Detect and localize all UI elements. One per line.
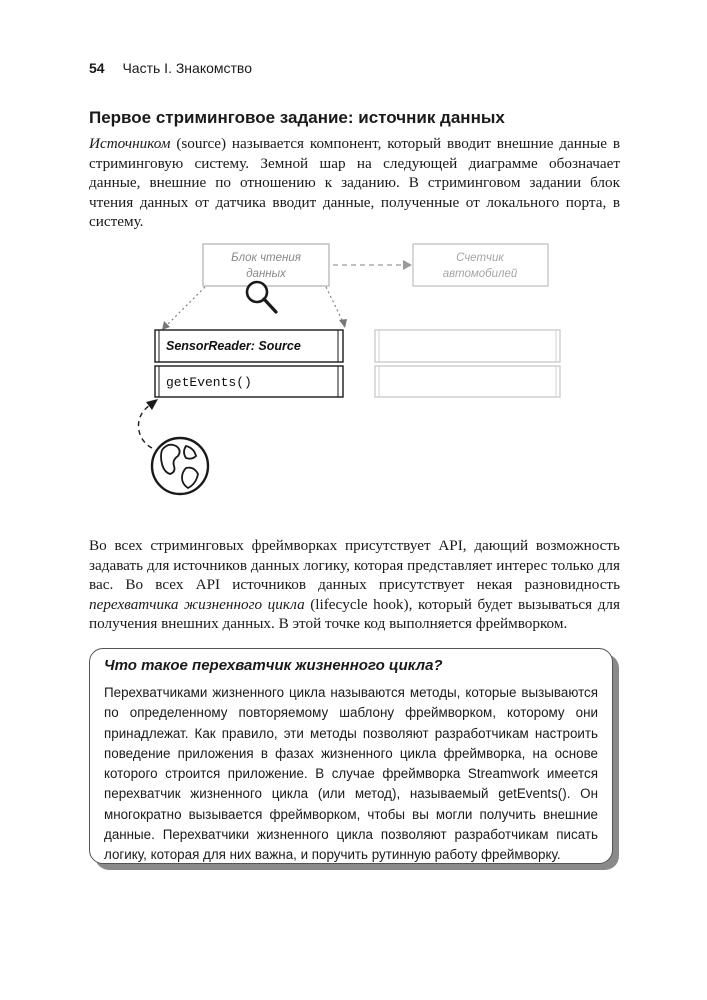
sidebar-title: Что такое перехватчик жизненного цикла? bbox=[104, 657, 443, 674]
method-name: getEvents() bbox=[166, 375, 252, 390]
sidebar-body: Перехватчиками жизненного цикла называются методы, которые вызываются по определенному повторяемому шаблону фреймворком, которому они принадлежат. Как правило, эти методы позволяют разработчикам настроить поведение приложения в фазах жизненного цикла фреймворка, на основе которого строится приложение. В случае фреймворка Streamwork имеется перехватчик жизненного цикла (или метод), называемый getEvents(). Он многократно вызывается фреймворком, чтобы вы могли получить внешние данные. Перехватчики жизненного цикла позволяют разработчикам писать логику, которая для них важна, и поручить рутинную работу фреймворку. bbox=[104, 685, 598, 863]
page-number: 54 bbox=[89, 60, 105, 76]
reader-block-label-2: данных bbox=[246, 268, 286, 280]
paragraph-api-after: (lifecycle hook), который будет вызываться для получения внешних данных. В этой точке код выполняется фреймворком. bbox=[89, 595, 620, 633]
flow-arrow bbox=[333, 260, 412, 270]
term-lifecycle-hook: перехватчика жизненного цикла bbox=[89, 595, 305, 613]
paragraph-api bbox=[89, 536, 620, 634]
part-title: Часть I. Знакомство bbox=[122, 60, 252, 76]
sidebar-box bbox=[89, 648, 613, 864]
paragraph-api-before: Во всех стриминговых фреймворках присутствует API, дающий возможность задавать для источников данных логику, которая представляет интерес только для вас. Во всех API источников данных присутствует некая разновидность bbox=[89, 537, 620, 594]
term-source: Источником bbox=[89, 135, 171, 152]
globe-icon bbox=[152, 438, 208, 494]
class-name: SensorReader: Source bbox=[166, 339, 301, 353]
empty-class-box bbox=[375, 330, 560, 397]
section-title: Первое стриминговое задание: источник данных bbox=[89, 108, 505, 127]
counter-block-label-2: автомобилей bbox=[442, 268, 518, 280]
input-arrow bbox=[138, 399, 158, 448]
counter-block-label-1: Счетчик bbox=[456, 252, 504, 264]
paragraph-source-text: (source) называется компонент, который вводит внешние данные в стриминговую систему. Земной шар на следующей диаграмме обозначает данные, внешние по отношению к заданию. В стриминговом задании блок чтения данных от датчика вводит данные, полученные от локального порта, в систему. bbox=[89, 135, 620, 231]
reader-block-label-1: Блок чтения bbox=[231, 252, 301, 264]
